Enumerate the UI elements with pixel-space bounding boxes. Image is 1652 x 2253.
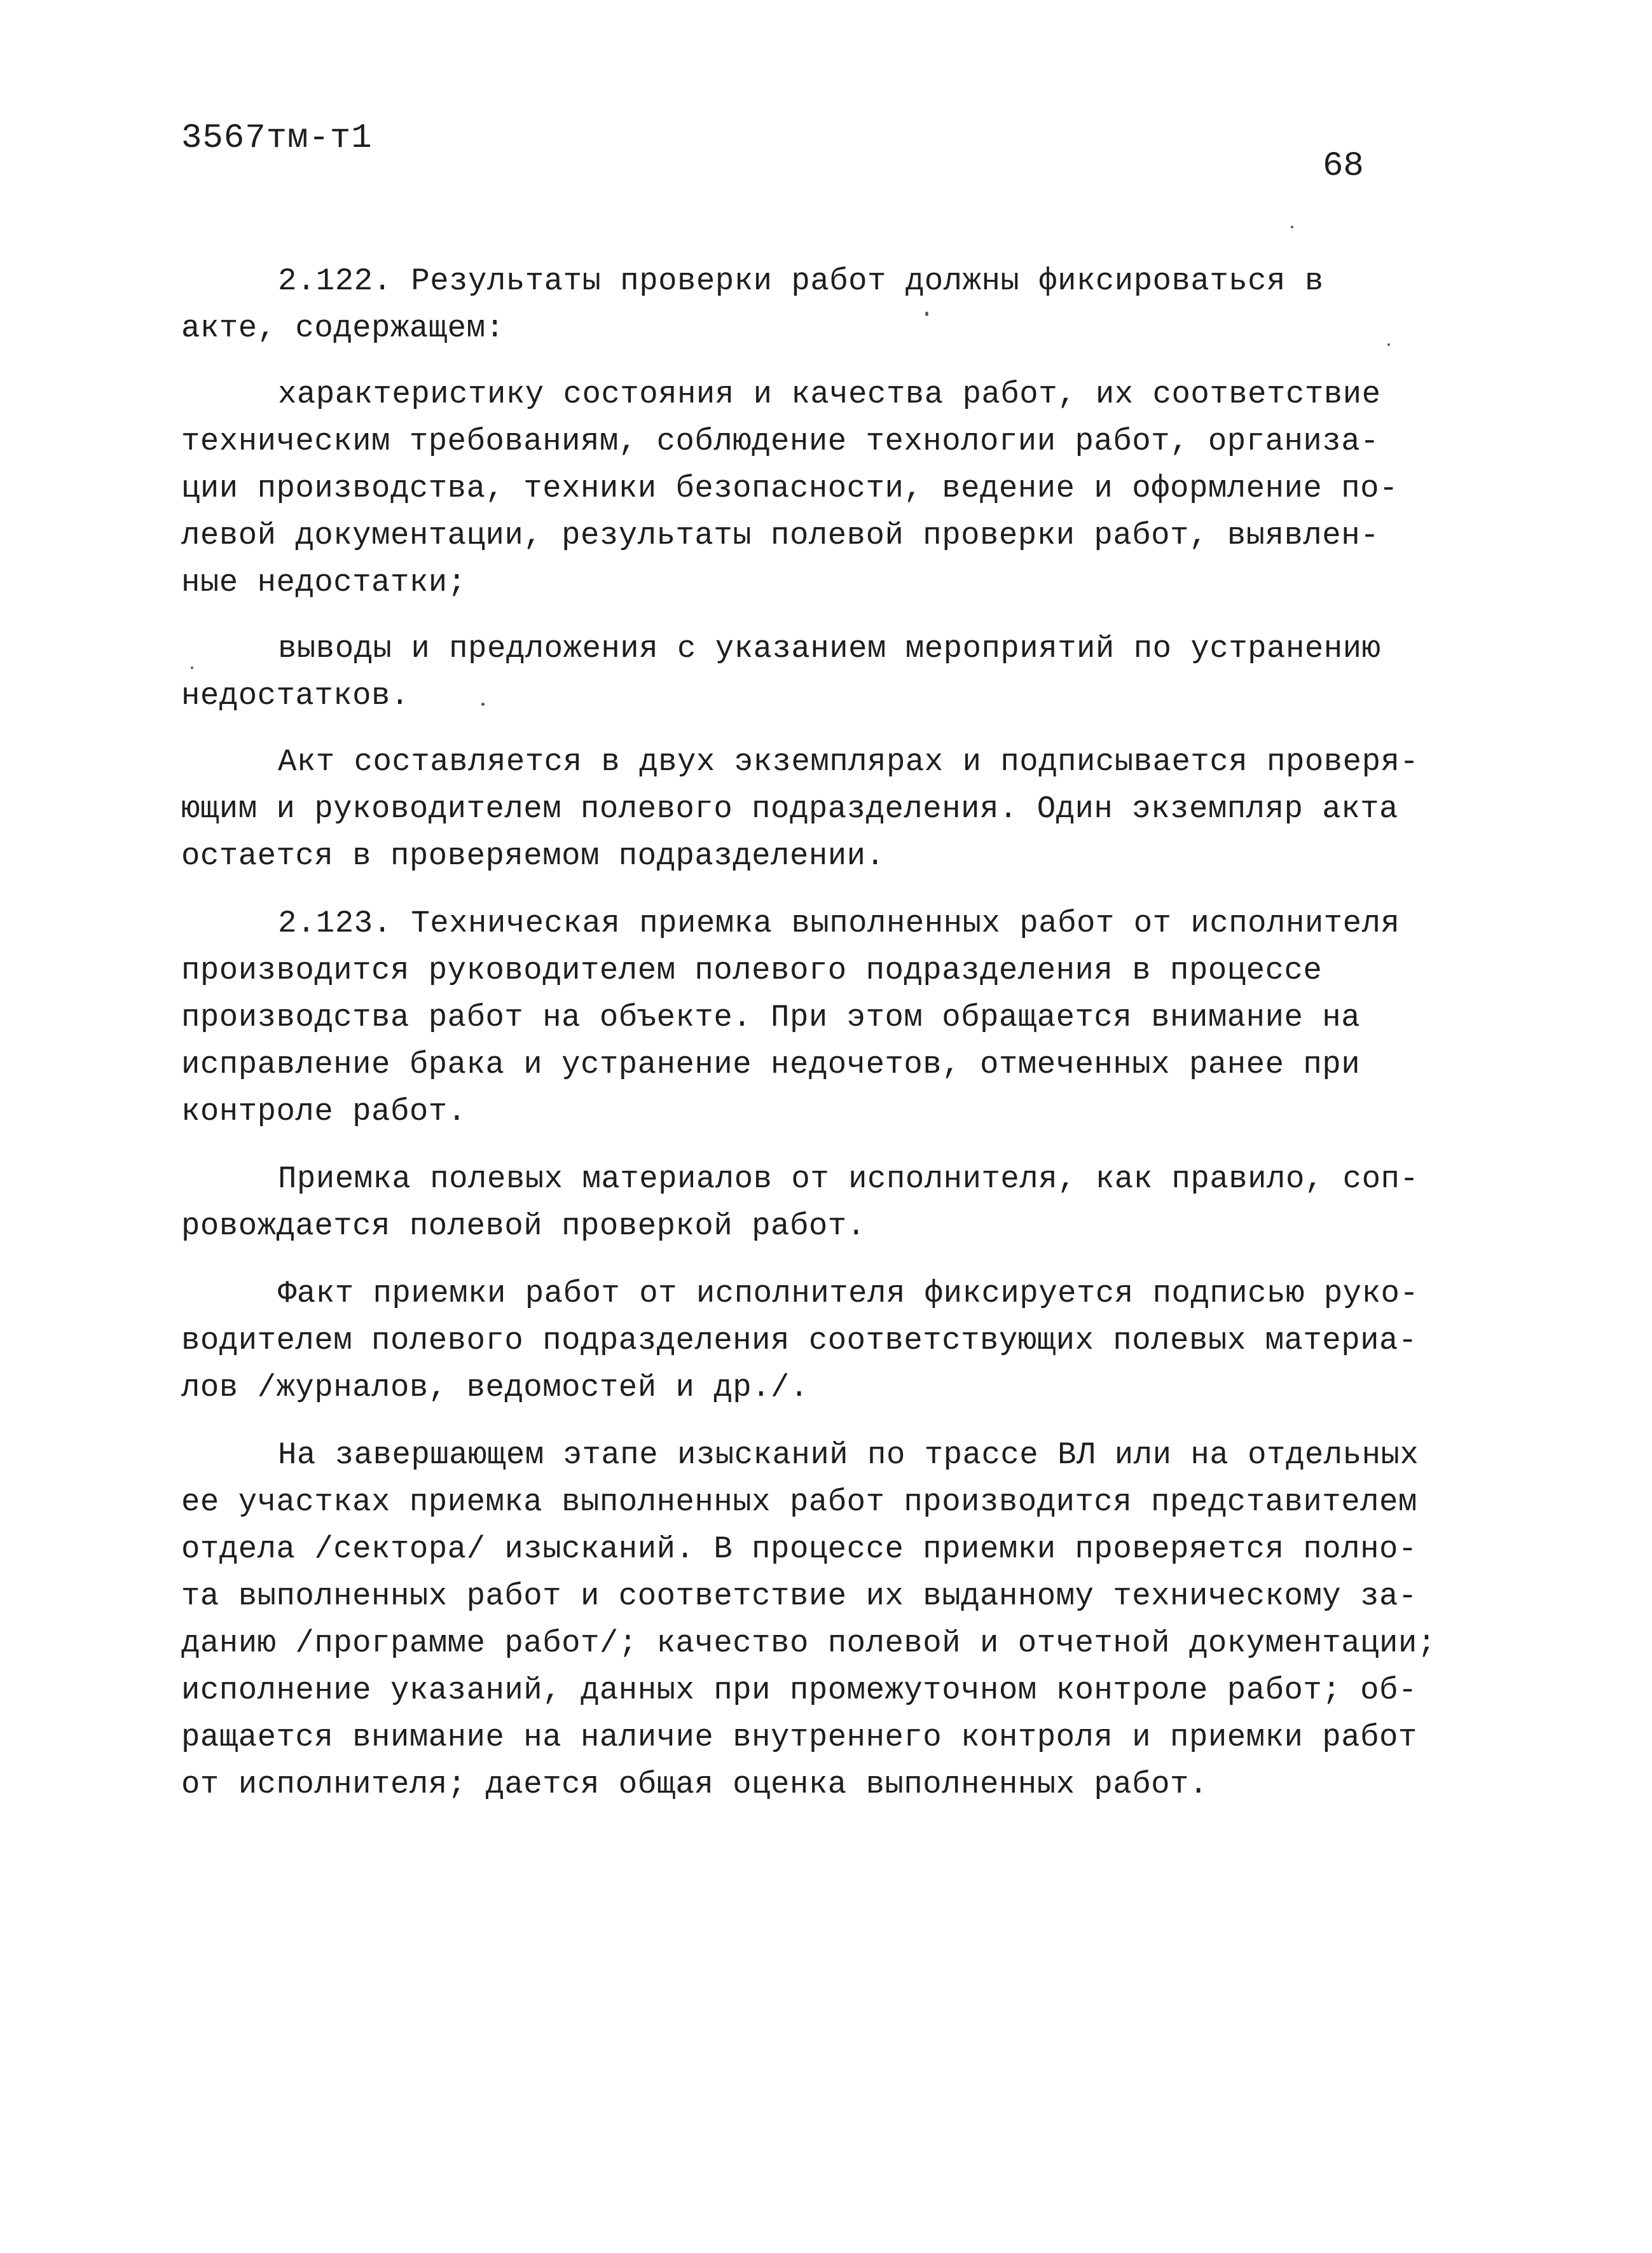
paragraph-2-123: 2.123. Техническая приемка выполненных работ от исполнителя производится руководителем полевого подразделения в процессе производства работ на объекте. При этом обращается внимание на исправление брака и устранение недочетов, отмеченных ранее при контроле работ. xyxy=(181,906,1400,1129)
document-code: 3567тм-т1 xyxy=(181,119,373,158)
paragraph-2-122: 2.122. Результаты проверки работ должны фиксироваться в акте, содержащем: xyxy=(181,263,1324,346)
scan-speck xyxy=(1291,226,1293,228)
scan-speck xyxy=(191,666,193,669)
paragraph-act-contents: характеристику состояния и качества работ, их соответствие техническим требованиям, соблюдение технологии работ, организа- ции производства, техники безопасности, ведение и оформление по- левой документации, результаты полевой проверки работ, выявлен- ные недостатки; xyxy=(181,376,1398,600)
paragraph-acceptance-fact: Факт приемки работ от исполнителя фиксируется подписью руко- водителем полевого подразделения соответствующих полевых материа- лов /журналов, ведомостей и др./. xyxy=(181,1276,1419,1405)
paragraph-act-copies: Акт составляется в двух экземплярах и подписывается проверя- ющим и руководителем полевого подразделения. Один экземпляр акта остается в проверяемом подразделении. xyxy=(181,744,1419,874)
document-body xyxy=(181,258,1478,1828)
paragraph-field-materials: Приемка полевых материалов от исполнителя, как правило, соп- ровождается полевой проверкой работ. xyxy=(181,1161,1419,1244)
scan-speck xyxy=(1387,343,1390,346)
page-number: 68 xyxy=(1323,147,1364,186)
paragraph-conclusions: выводы и предложения с указанием мероприятий по устранению недостатков. xyxy=(181,631,1381,713)
scan-speck xyxy=(925,312,928,316)
paragraph-final-stage: На завершающем этапе изысканий по трассе ВЛ или на отдельных ее участках приемка выполненных работ производится представителем отдела /сектора/ изысканий. В процессе приемки проверяется полно- та выполненных работ и соответствие их выданному техническому за- данию /программе работ/; качество полевой и отчетной документации; исполнение указаний, данных при промежуточном контроле работ; об- ращается внимание на наличие внутреннего контроля и приемки работ от исполнителя; дается общая оценка выполненных работ. xyxy=(181,1437,1436,1802)
scan-speck xyxy=(481,703,485,706)
